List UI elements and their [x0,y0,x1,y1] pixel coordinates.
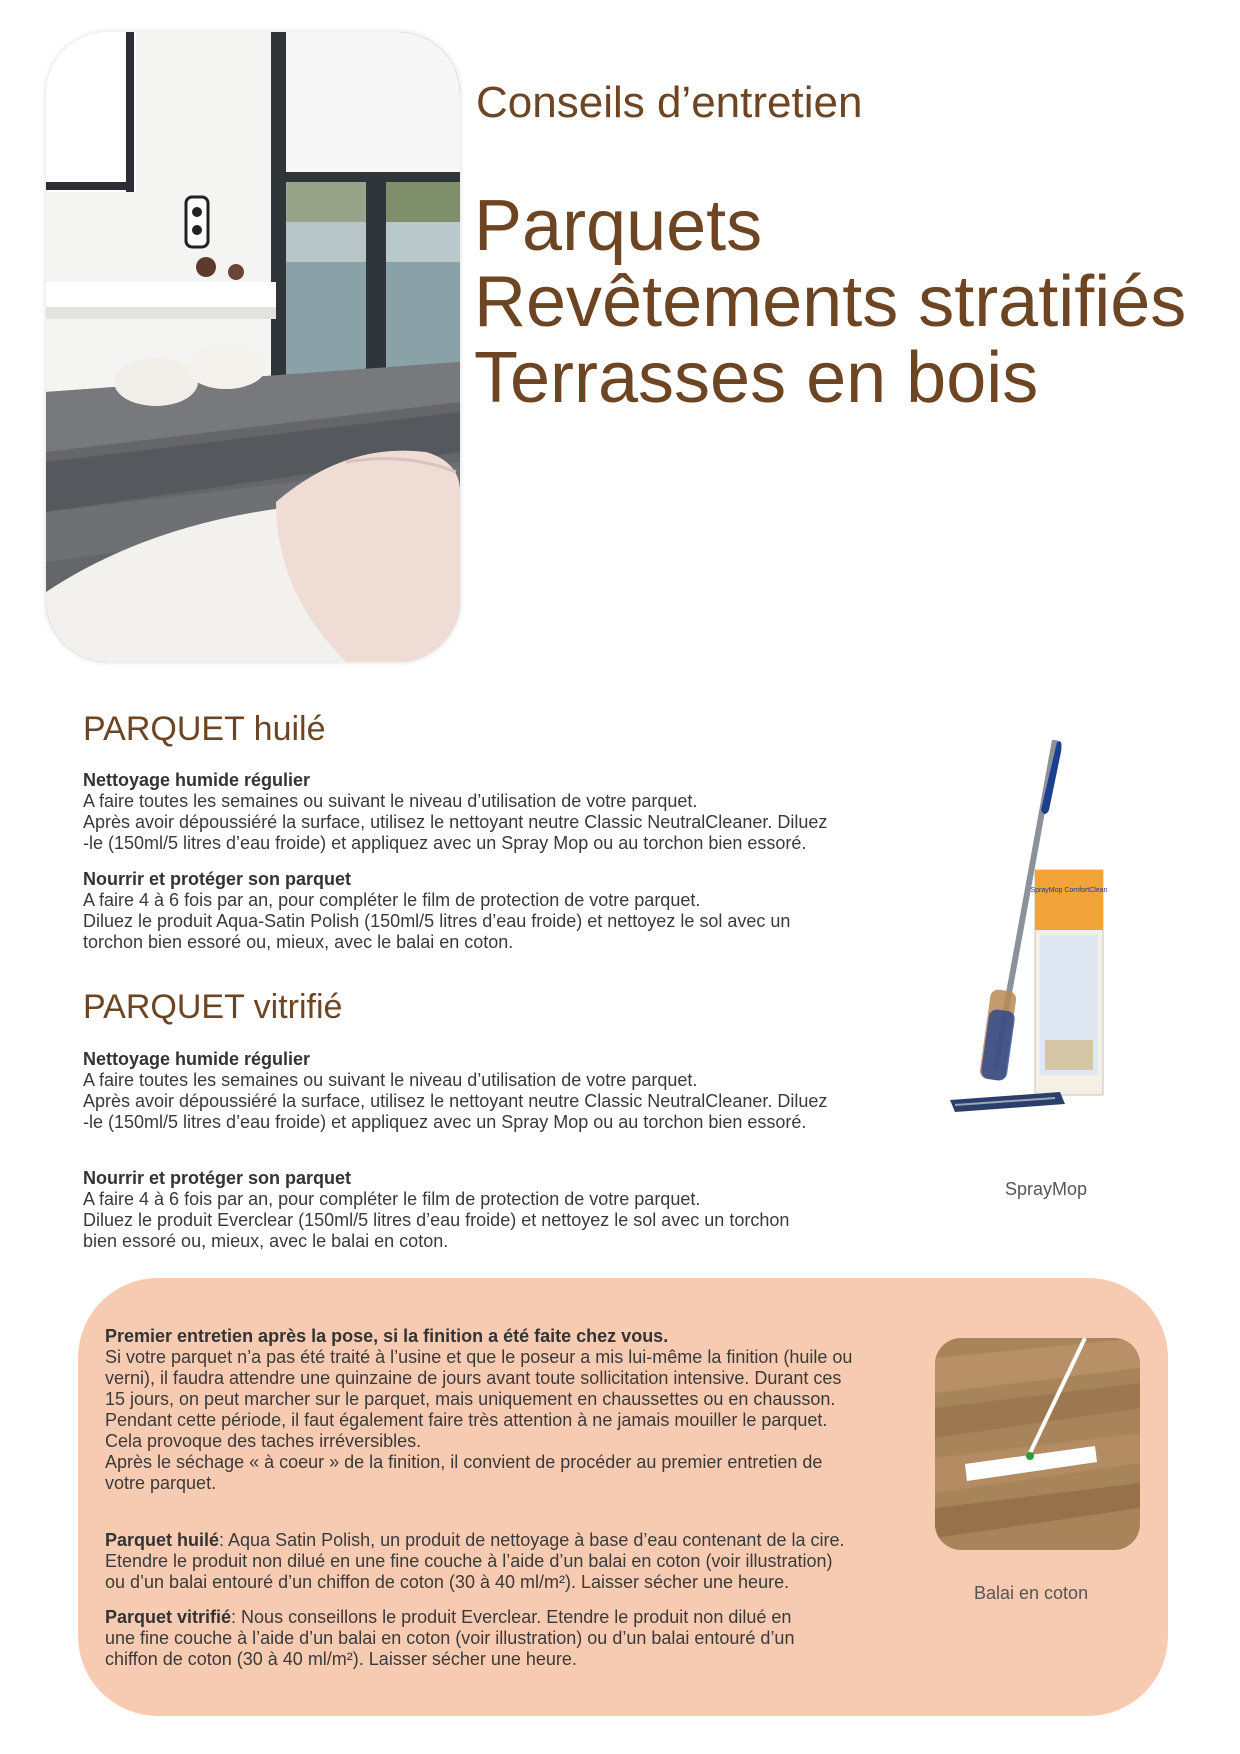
huile-nettoyage-line-1: A faire toutes les semaines ou suivant le niveau d’utilisation de votre parquet. [83,791,698,811]
huile-nourrir-line-3: torchon bien essoré ou, mieux, avec le balai en coton. [83,932,514,952]
premier-entretien-huile-line-1 [105,1530,925,1551]
premier-entretien-line-6: Après le séchage « à coeur » de la finition, il convient de procéder au premier entretien de [105,1452,823,1472]
vitrifie-nettoyage-line-1: A faire toutes les semaines ou suivant le niveau d’utilisation de votre parquet. [83,1070,698,1090]
page-kicker: Conseils d’entretien [476,78,863,127]
premier-entretien-huile-text-1: : Aqua Satin Polish, un produit de nettoyage à base d’eau contenant de la cire. [219,1530,845,1550]
vitrifie-nourrir-line-1: A faire 4 à 6 fois par an, pour compléter le film de protection de votre parquet. [83,1189,701,1209]
page-title [474,188,1186,416]
huile-nettoyage-block [83,770,903,854]
huile-nourrir-block [83,869,903,953]
premier-entretien-huile-block [105,1530,925,1593]
premier-entretien-huile-line-2: Etendre le produit non dilué en une fine couche à l’aide d’un balai en coton (voir illustration) [105,1551,833,1571]
premier-entretien-vitrifie-block [105,1607,925,1670]
balai-coton-photo [935,1338,1140,1550]
vitrifie-nettoyage-line-3: -le (150ml/5 litres d’eau froide) et appliquez avec un Spray Mop ou au torchon bien essoré. [83,1112,807,1132]
vitrifie-nettoyage-block [83,1049,903,1133]
premier-entretien-line-1: Si votre parquet n’a pas été traité à l’usine et que le poseur a mis lui-même la finition (huile ou [105,1347,853,1367]
premier-entretien-line-7: votre parquet. [105,1473,217,1493]
premier-entretien-line-5: Cela provoque des taches irréversibles. [105,1431,422,1451]
title-line-parquets: Parquets [474,186,763,266]
spraymop-box-label: SprayMop ComfortClean [1030,887,1108,894]
vitrifie-nettoyage-heading: Nettoyage humide régulier [83,1049,311,1069]
premier-entretien-heading: Premier entretien après la pose, si la finition a été faite chez vous. [105,1326,669,1346]
huile-nettoyage-line-2: Après avoir dépoussiéré la surface, utilisez le nettoyant neutre Classic NeutralCleaner. Diluez [83,812,828,832]
title-line-terrasses: Terrasses en bois [474,338,1039,418]
section-title-parquet-vitrifie: PARQUET vitrifié [83,988,343,1026]
premier-entretien-huile-line-3: ou d’un balai entouré d’un chiffon de coton (30 à 40 ml/m²). Laisser sécher une heure. [105,1572,790,1592]
huile-nourrir-line-1: A faire 4 à 6 fois par an, pour compléter le film de protection de votre parquet. [83,890,701,910]
spraymop-caption: SprayMop [1005,1179,1088,1199]
vitrifie-nourrir-line-2: Diluez le produit Everclear (150ml/5 litres d’eau froide) et nettoyez le sol avec un torchon [83,1210,790,1230]
premier-entretien-vitrifie-line-1 [105,1607,925,1628]
huile-nourrir-heading: Nourrir et protéger son parquet [83,869,352,889]
title-line-stratifies: Revêtements stratifiés [474,262,1187,342]
spraymop-product-image [945,740,1125,1140]
premier-entretien-line-4: Pendant cette période, il faut également faire très attention à ne jamais mouiller le parquet. [105,1410,828,1430]
section-title-parquet-huile: PARQUET huilé [83,710,326,748]
vitrifie-nourrir-block [83,1168,903,1252]
spraymop-illustration [945,740,1125,1140]
hero-photo [46,32,460,662]
balai-coton-caption: Balai en coton [974,1583,1089,1603]
cotton-broom-illustration [935,1338,1140,1550]
bright-room-illustration [46,32,460,662]
huile-nettoyage-heading: Nettoyage humide régulier [83,770,311,790]
vitrifie-nettoyage-line-2: Après avoir dépoussiéré la surface, utilisez le nettoyant neutre Classic NeutralCleaner. Diluez [83,1091,828,1111]
premier-entretien-line-3: 15 jours, on peut marcher sur le parquet, mais uniquement en chaussettes ou en chausson. [105,1389,836,1409]
premier-entretien-vitrifie-label: Parquet vitrifié [105,1607,232,1627]
huile-nourrir-line-2: Diluez le produit Aqua-Satin Polish (150ml/5 litres d’eau froide) et nettoyez le sol avec un [83,911,791,931]
premier-entretien-vitrifie-text-1: : Nous conseillons le produit Everclear. Etendre le produit non dilué en [231,1607,792,1627]
premier-entretien-vitrifie-line-2: une fine couche à l’aide d’un balai en coton (voir illustration) ou d’un balai entouré d’un [105,1628,795,1648]
premier-entretien-vitrifie-line-3: chiffon de coton (30 à 40 ml/m²). Laisser sécher une heure. [105,1649,577,1669]
vitrifie-nourrir-line-3: bien essoré ou, mieux, avec le balai en coton. [83,1231,449,1251]
premier-entretien-block [105,1326,925,1494]
premier-entretien-line-2: verni), il faudra attendre une quinzaine de jours avant toute sollicitation intensive. Durant ces [105,1368,842,1388]
premier-entretien-huile-label: Parquet huilé [105,1530,220,1550]
vitrifie-nourrir-heading: Nourrir et protéger son parquet [83,1168,352,1188]
huile-nettoyage-line-3: -le (150ml/5 litres d’eau froide) et appliquez avec un Spray Mop ou au torchon bien essoré. [83,833,807,853]
